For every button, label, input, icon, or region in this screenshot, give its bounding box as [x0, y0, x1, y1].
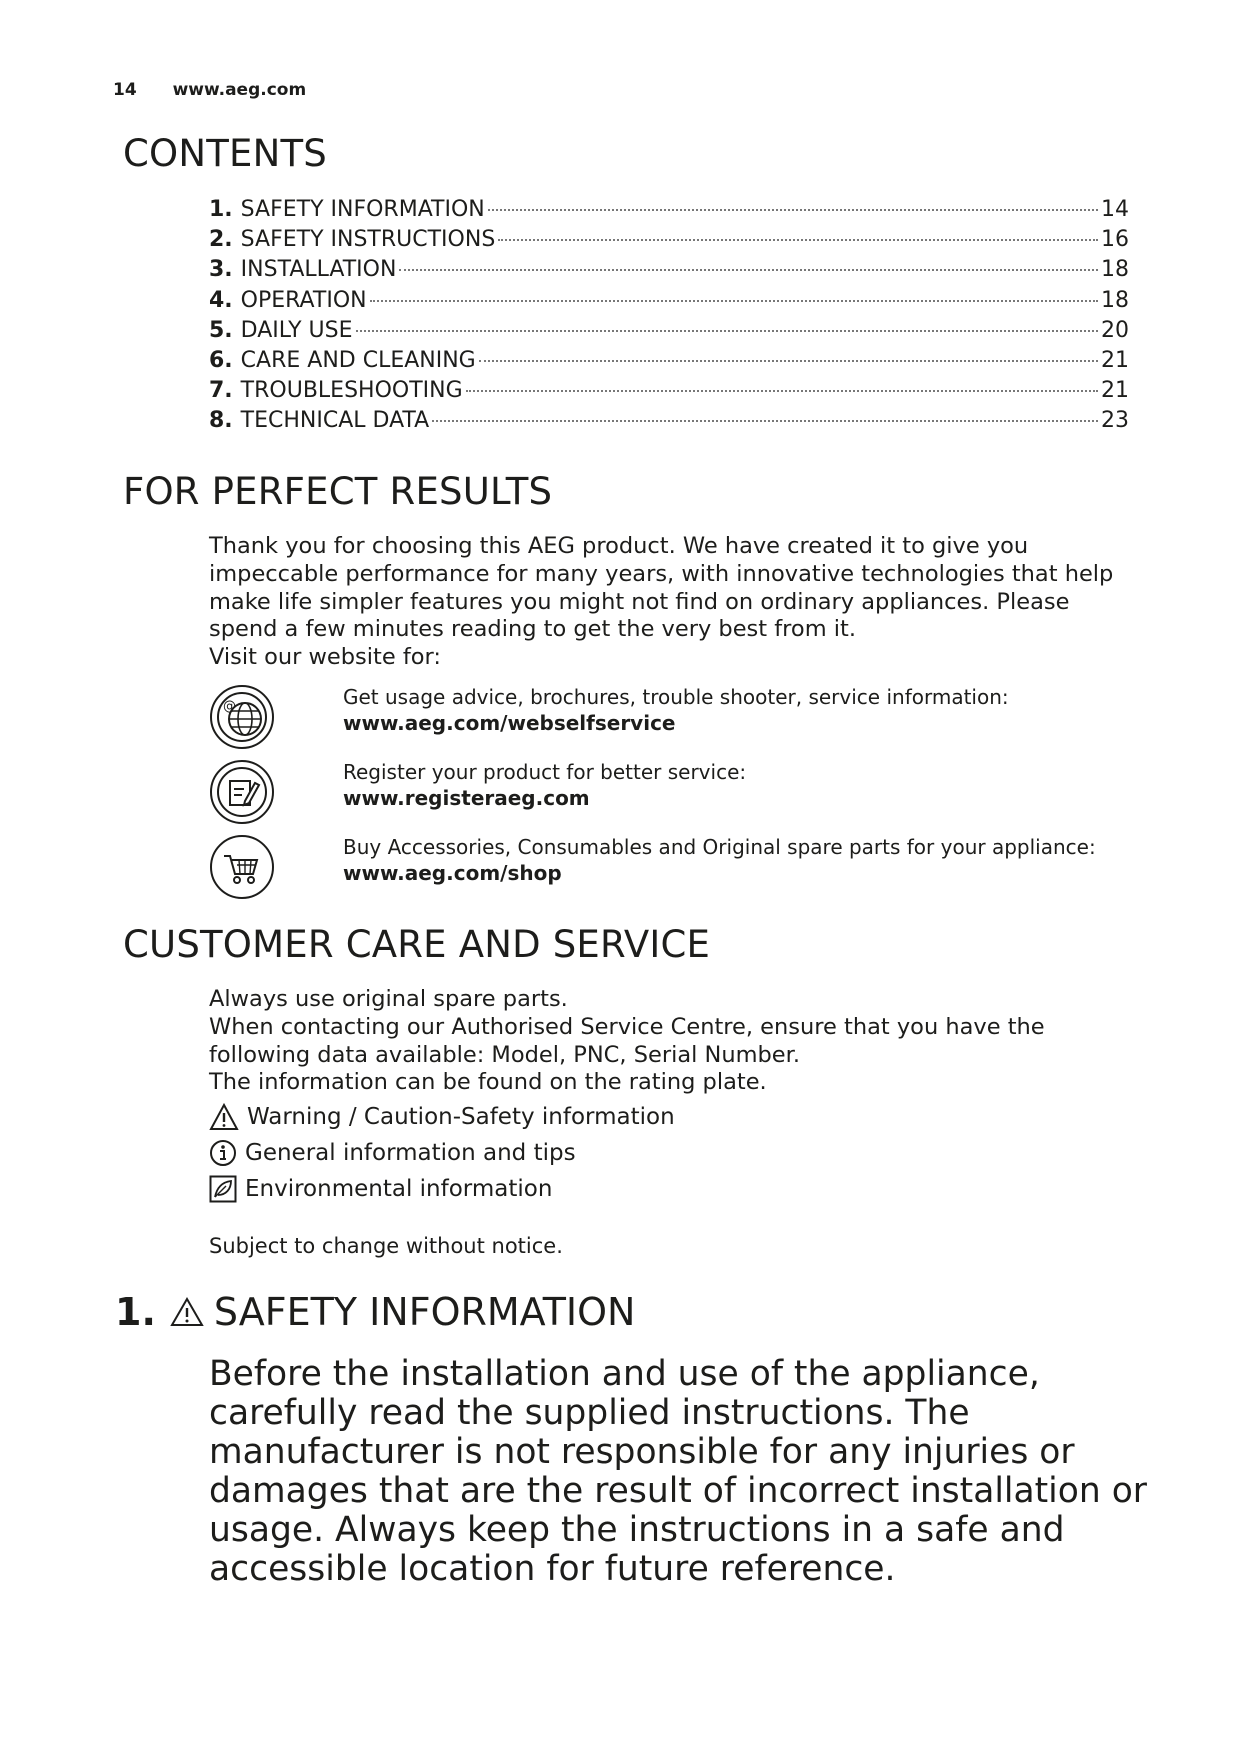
legend-warning: Warning / Caution-Safety information [209, 1103, 675, 1131]
legend-info: General information and tips [209, 1139, 576, 1167]
safety-information-text: Before the installation and use of the appliance, carefully read the supplied instructions. The manufacturer is not responsible for any injuries or damages that are the result of incorrect installation or usage. Always keep the instructions in a safe and accessible location for future reference. [209, 1354, 1147, 1589]
warning-triangle-icon [170, 1297, 204, 1327]
web-item-url[interactable]: www.aeg.com/webselfservice [343, 711, 676, 735]
warning-triangle-icon [209, 1103, 239, 1131]
web-item-url[interactable]: www.aeg.com/shop [343, 861, 562, 885]
toc-item-3[interactable]: 3. INSTALLATION 18 [209, 257, 1129, 283]
web-item-shop [209, 834, 1129, 904]
perfect-results-text: Thank you for choosing this AEG product. We have created it to give you impeccable performance for many years, with innovative technologies that help make life simpler features you might not find on ordinary appliances. Please spend a few minutes reading to get the very best from it. Visit our website for: [209, 533, 1114, 671]
website-link[interactable]: www.aeg.com [172, 80, 307, 100]
page-header [113, 80, 306, 100]
change-notice: Subject to change without notice. [209, 1234, 563, 1258]
page-number: 14 [113, 80, 137, 100]
legend-environment: Environmental information [209, 1175, 552, 1203]
info-circle-icon [209, 1139, 237, 1167]
toc-item-2[interactable]: 2. SAFETY INSTRUCTIONS 16 [209, 227, 1129, 253]
leaf-box-icon [209, 1175, 237, 1203]
section-number: 1. [115, 1290, 156, 1334]
contents-title: CONTENTS [123, 132, 327, 175]
toc-item-8[interactable]: 8. TECHNICAL DATA 23 [209, 408, 1129, 434]
web-item-text: Buy Accessories, Consumables and Original spare parts for your appliance: [343, 835, 1096, 859]
toc-item-6[interactable]: 6. CARE AND CLEANING 21 [209, 347, 1129, 373]
safety-information-heading [115, 1290, 635, 1334]
svg-text:@: @ [223, 699, 236, 714]
customer-care-title: CUSTOMER CARE AND SERVICE [123, 923, 711, 966]
globe-at-icon [209, 684, 275, 750]
toc-item-4[interactable]: 4. OPERATION 18 [209, 287, 1129, 313]
toc-item-7[interactable]: 7. TROUBLESHOOTING 21 [209, 378, 1129, 404]
perfect-results-title: FOR PERFECT RESULTS [123, 470, 553, 513]
web-item-selfservice [209, 684, 1129, 754]
web-item-url[interactable]: www.registeraeg.com [343, 786, 590, 810]
web-item-text: Get usage advice, brochures, trouble shooter, service information: [343, 685, 1009, 709]
customer-care-text: Always use original spare parts. When contacting our Authorised Service Centre, ensure that you have the following data available: Model, PNC, Serial Number. The information can be found on the rating plate. [209, 986, 1045, 1096]
web-item-text: Register your product for better service: [343, 760, 747, 784]
toc-item-5[interactable]: 5. DAILY USE 20 [209, 317, 1129, 343]
table-of-contents [209, 197, 1129, 439]
section-title: SAFETY INFORMATION [213, 1290, 636, 1334]
toc-item-1[interactable]: 1. SAFETY INFORMATION 14 [209, 197, 1129, 222]
register-pencil-icon [209, 759, 275, 825]
shopping-cart-icon [209, 834, 275, 900]
web-item-register [209, 759, 1129, 829]
